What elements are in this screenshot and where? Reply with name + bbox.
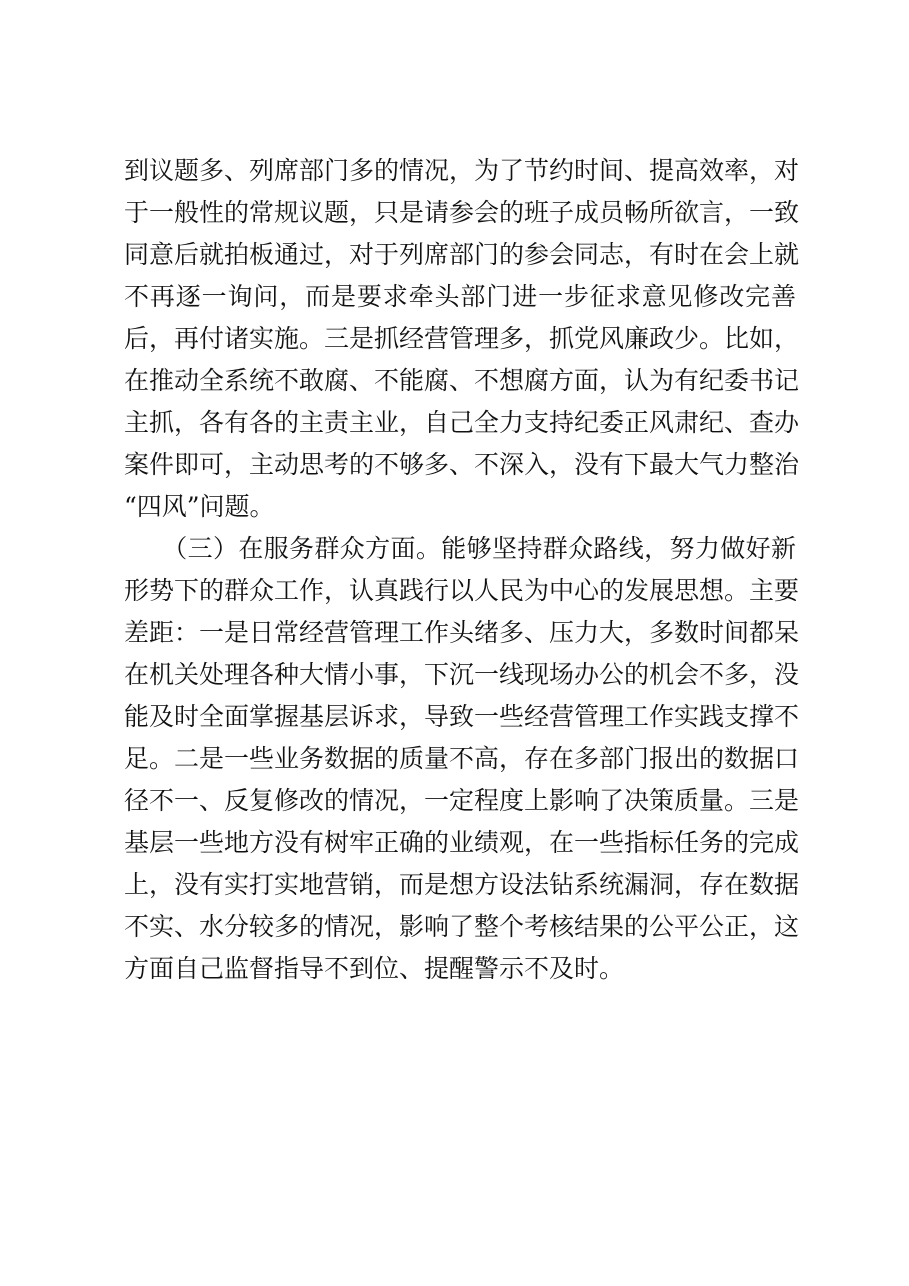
paragraph-2: [124, 528, 800, 990]
text-line: 主抓，各有各的主责主业，自己全力支持纪委正风肃纪、查办: [124, 408, 800, 437]
text-line: 不再逐一询问，而是要求牵头部门进一步征求意见修改完善: [124, 282, 796, 311]
text-line: 于一般性的常规议题，只是请参会的班子成员畅所欲言，一致: [124, 198, 800, 227]
text-line: 足。二是一些业务数据的质量不高，存在多部门报出的数据口: [124, 744, 800, 773]
text-line: 上，没有实打实地营销，而是想方设法钻系统漏洞，存在数据: [124, 870, 800, 899]
text-line: 案件即可，主动思考的不够多、不深入，没有下最大气力整治: [124, 450, 800, 479]
text-line: 能及时全面掌握基层诉求，导致一些经营管理工作实践支撑不: [124, 702, 800, 731]
document-body: [124, 150, 800, 990]
text-line: “四风”问题。: [124, 492, 275, 521]
text-line: 形势下的群众工作，认真践行以人民为中心的发展思想。主要: [124, 576, 800, 605]
text-line: 差距：一是日常经营管理工作头绪多、压力大，多数时间都呆: [124, 618, 800, 647]
text-line: 到议题多、列席部门多的情况，为了节约时间、提高效率，对: [124, 156, 800, 185]
paragraph-1: [124, 150, 800, 528]
text-line: 后，再付诸实施。三是抓经营管理多，抓党风廉政少。比如，: [124, 324, 800, 353]
text-line: 方面自己监督指导不到位、提醒警示不及时。: [124, 954, 625, 983]
text-line: 基层一些地方没有树牢正确的业绩观，在一些指标任务的完成: [124, 828, 800, 857]
text-line: （三）在服务群众方面。能够坚持群众路线，努力做好新: [124, 534, 796, 563]
text-line: 在机关处理各种大情小事，下沉一线现场办公的机会不多，没: [124, 660, 800, 689]
text-line: 同意后就拍板通过，对于列席部门的参会同志，有时在会上就: [124, 240, 800, 269]
text-line: 不实、水分较多的情况，影响了整个考核结果的公平公正，这: [124, 912, 800, 941]
text-line: 径不一、反复修改的情况，一定程度上影响了决策质量。三是: [124, 786, 800, 815]
text-line: 在推动全系统不敢腐、不能腐、不想腐方面，认为有纪委书记: [124, 366, 800, 395]
